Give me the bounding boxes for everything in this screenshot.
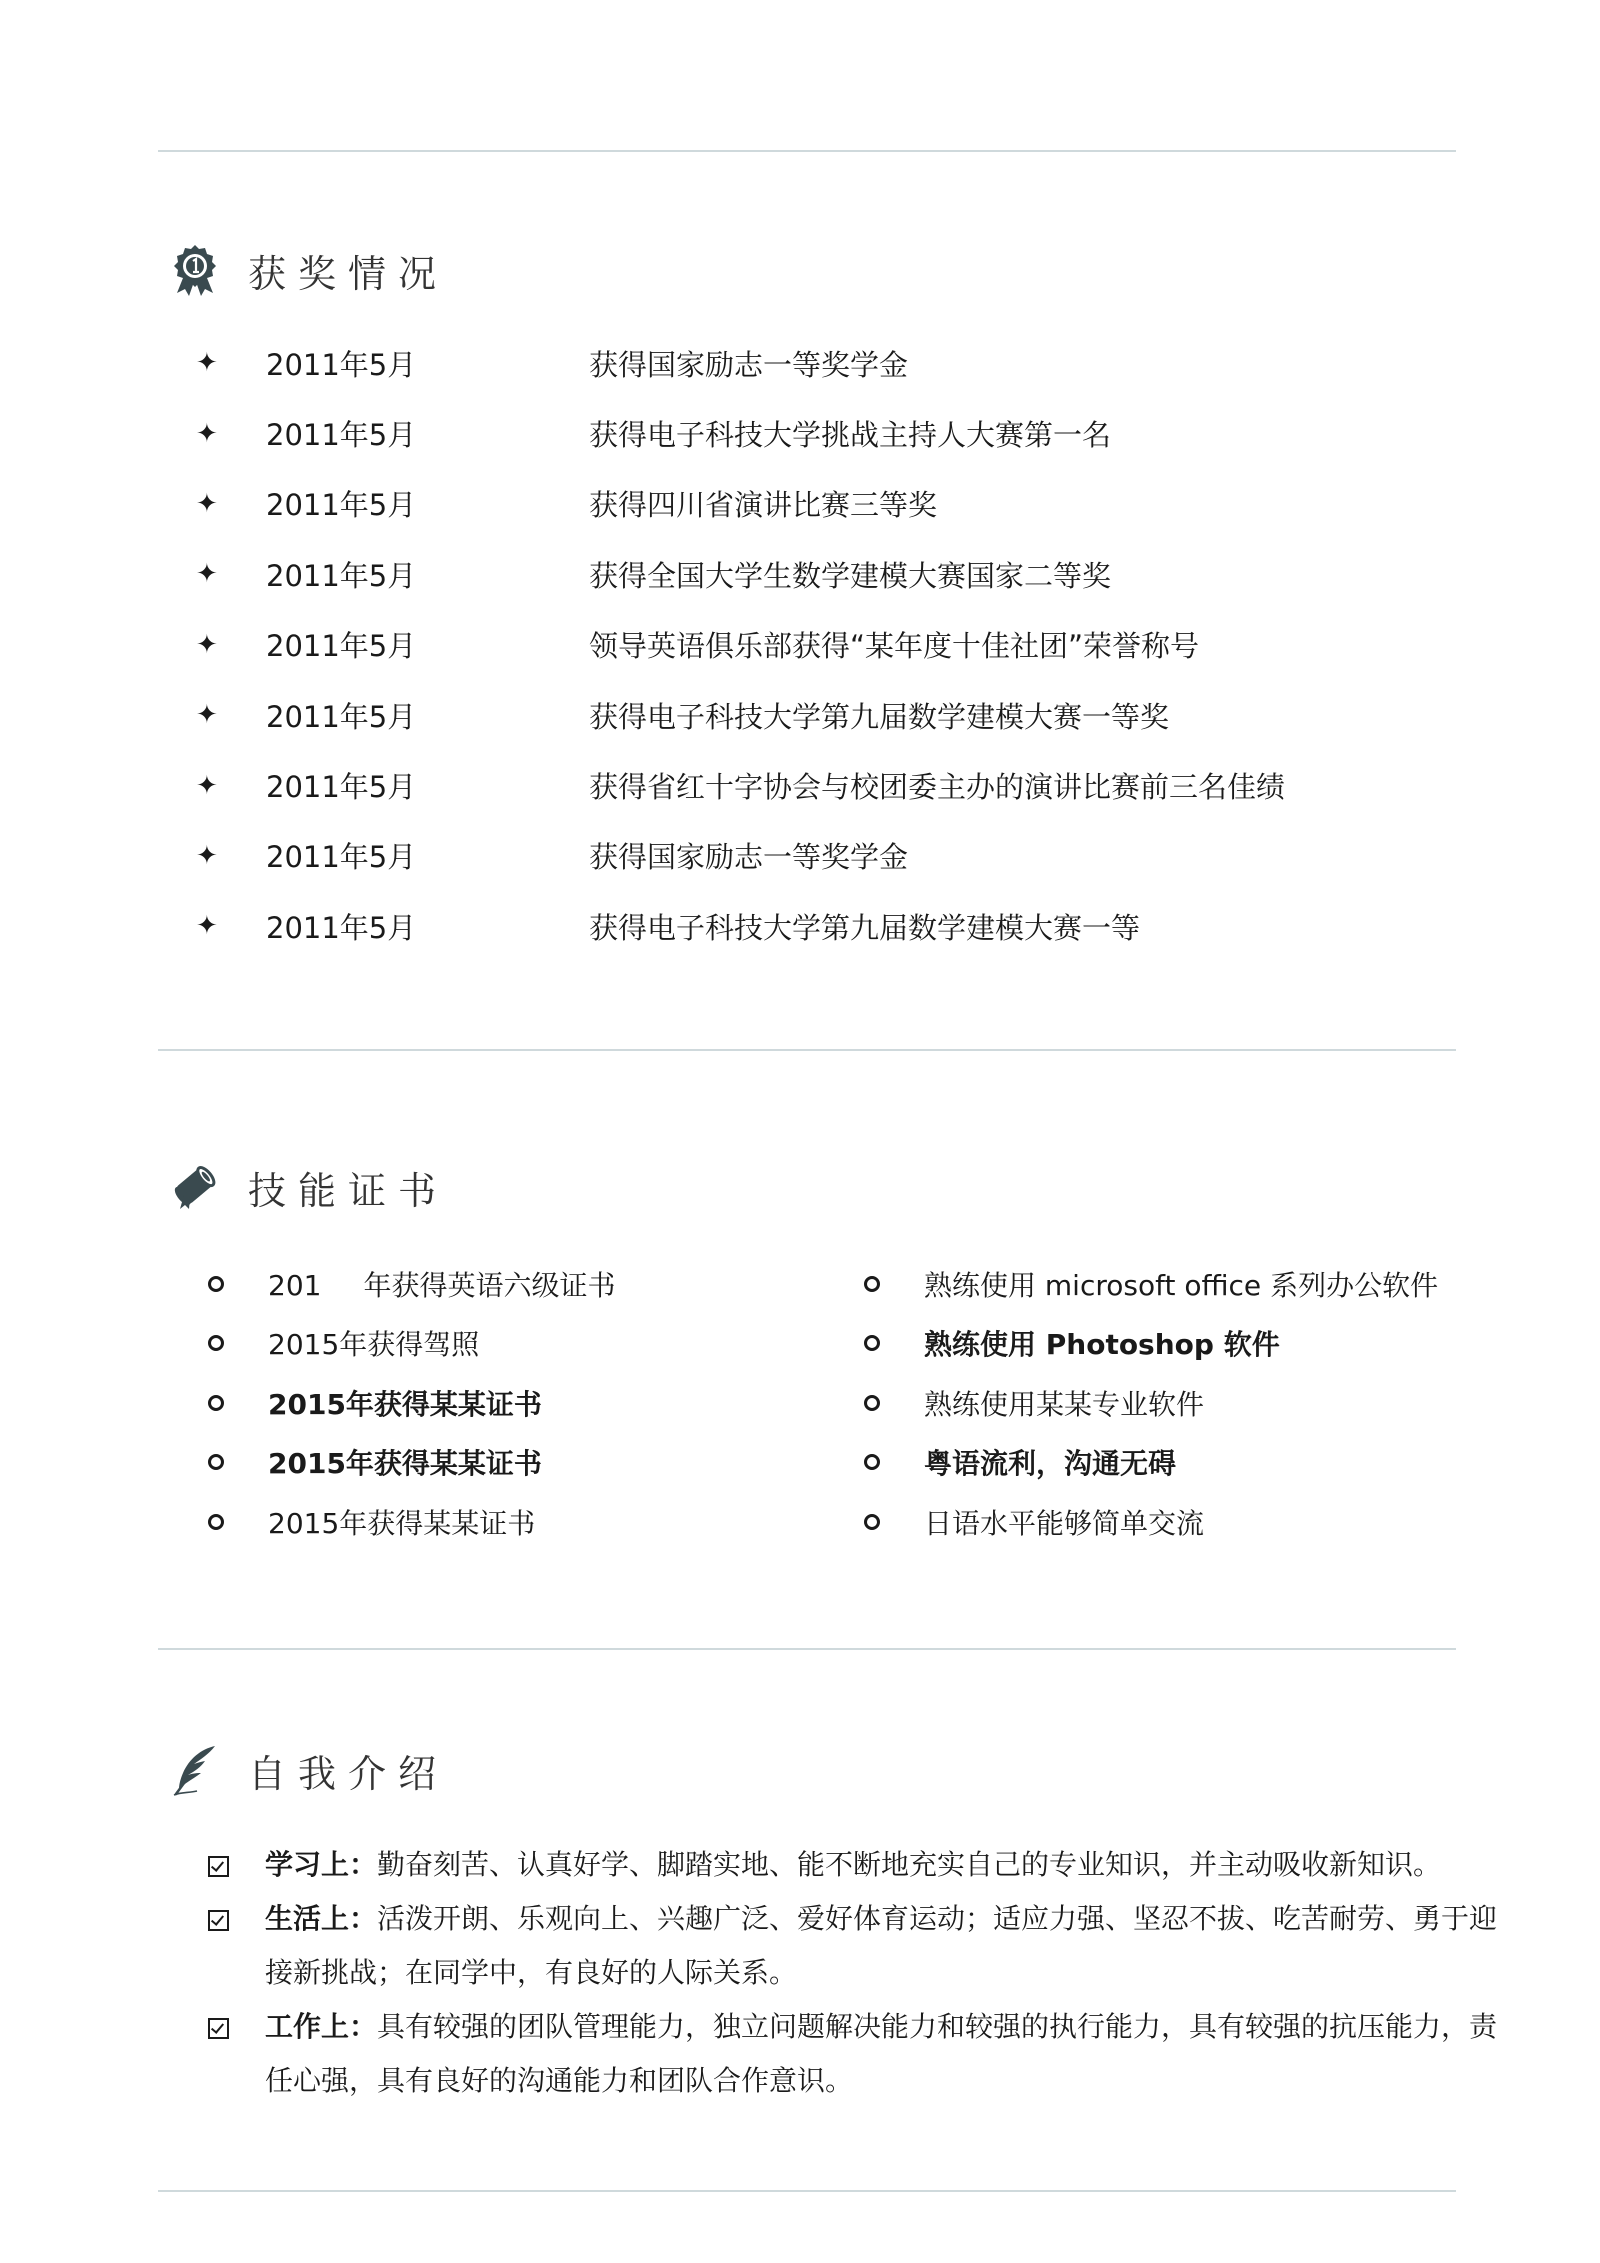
checkbox-checked-icon xyxy=(208,2018,229,2039)
skill-item xyxy=(864,1314,1438,1374)
intro-list xyxy=(208,1838,1508,2108)
intro-header xyxy=(170,1740,448,1800)
intro-body xyxy=(265,2000,1508,2108)
star-bullet-icon: ✦ xyxy=(196,559,218,590)
award-date: 2011年5月 xyxy=(266,558,417,593)
award-date: 2011年5月 xyxy=(266,840,417,875)
award-text: 获得全国大学生数学建模大赛国家二等奖 xyxy=(589,558,1112,593)
intro-text: 具有较强的团队管理能力，独立问题解决能力和较强的执行能力，具有较强的抗压能力，责任心强，具有良好的沟通能力和团队合作意识。 xyxy=(265,2010,1498,2097)
star-bullet-icon: ✦ xyxy=(196,770,218,801)
divider-skills-intro xyxy=(158,1648,1456,1650)
ring-bullet-icon xyxy=(864,1395,880,1411)
award-date: 2011年5月 xyxy=(266,699,417,734)
skills-column-right xyxy=(864,1254,1438,1552)
skill-item xyxy=(864,1373,1438,1433)
ring-bullet-icon xyxy=(208,1395,224,1411)
awards-list xyxy=(196,328,1446,962)
award-medal-icon xyxy=(170,242,220,298)
award-text: 获得国家励志一等奖学金 xyxy=(589,347,909,382)
award-text: 领导英语俱乐部获得“某年度十佳社团”荣誉称号 xyxy=(589,629,1200,664)
skills-title: 技能证书 xyxy=(248,1168,449,1213)
divider-top xyxy=(158,150,1456,152)
intro-text: 活泼开朗、乐观向上、兴趣广泛、爱好体育运动；适应力强、坚忍不拔、吃苦耐劳、勇于迎接新挑战；在同学中，有良好的人际关系。 xyxy=(265,1902,1498,1989)
skill-text: 2015年获得某某证书 xyxy=(268,1506,536,1540)
award-text: 获得电子科技大学第九届数学建模大赛一等 xyxy=(589,910,1141,945)
checkbox-checked-icon xyxy=(208,1856,229,1877)
ring-bullet-icon xyxy=(208,1335,224,1351)
feather-pen-icon xyxy=(170,1742,220,1798)
star-bullet-icon: ✦ xyxy=(196,911,218,942)
star-bullet-icon: ✦ xyxy=(196,629,218,660)
skill-item xyxy=(208,1314,615,1374)
intro-label: 学习上： xyxy=(265,1848,378,1881)
award-row xyxy=(196,398,1446,468)
award-row xyxy=(196,539,1446,609)
award-date: 2011年5月 xyxy=(266,347,417,382)
intro-text: 勤奋刻苦、认真好学、脚踏实地、能不断地充实自己的专业知识，并主动吸收新知识。 xyxy=(377,1848,1442,1881)
skill-item xyxy=(208,1373,615,1433)
award-row xyxy=(196,680,1446,750)
intro-item xyxy=(208,1892,1508,2000)
award-text: 获得四川省演讲比赛三等奖 xyxy=(589,488,938,523)
checkbox-checked-icon xyxy=(208,1910,229,1931)
awards-header xyxy=(170,240,448,300)
award-date: 2011年5月 xyxy=(266,418,417,453)
skill-text xyxy=(268,1264,615,1304)
star-bullet-icon: ✦ xyxy=(196,840,218,871)
award-row xyxy=(196,469,1446,539)
award-row xyxy=(196,610,1446,680)
skill-text: 熟练使用 microsoft office 系列办公软件 xyxy=(924,1268,1439,1302)
skill-text: 2015年获得某某证书 xyxy=(268,1447,542,1481)
skill-item xyxy=(208,1254,615,1314)
ring-bullet-icon xyxy=(208,1276,224,1292)
certificate-scroll-icon xyxy=(170,1159,220,1215)
skills-header xyxy=(170,1157,448,1217)
intro-item xyxy=(208,2000,1508,2108)
skill-text: 熟练使用某某专业软件 xyxy=(924,1387,1205,1421)
award-text: 获得电子科技大学第九届数学建模大赛一等奖 xyxy=(589,699,1170,734)
award-text: 获得国家励志一等奖学金 xyxy=(589,840,909,875)
award-row xyxy=(196,821,1446,891)
intro-body xyxy=(265,1892,1508,2000)
award-row xyxy=(196,750,1446,820)
divider-awards-skills xyxy=(158,1049,1456,1051)
skill-text: 熟练使用 Photoshop 软件 xyxy=(924,1328,1280,1362)
skill-item xyxy=(208,1492,615,1552)
skill-text-part: 年获得英语六级证书 xyxy=(363,1268,616,1302)
ring-bullet-icon xyxy=(208,1514,224,1530)
award-row xyxy=(196,328,1446,398)
intro-label: 生活上： xyxy=(265,1902,378,1935)
skill-text: 日语水平能够简单交流 xyxy=(924,1506,1205,1540)
award-date: 2011年5月 xyxy=(266,629,417,664)
award-text: 获得电子科技大学挑战主持人大赛第一名 xyxy=(589,418,1112,453)
ring-bullet-icon xyxy=(864,1335,880,1351)
star-bullet-icon: ✦ xyxy=(196,700,218,731)
star-bullet-icon: ✦ xyxy=(196,418,218,449)
intro-label: 工作上： xyxy=(265,2010,378,2043)
skill-text: 粤语流利，沟通无碍 xyxy=(924,1447,1177,1481)
skill-text: 2015年获得驾照 xyxy=(268,1328,480,1362)
divider-bottom xyxy=(158,2190,1456,2192)
award-text: 获得省红十字协会与校团委主办的演讲比赛前三名佳绩 xyxy=(589,770,1286,805)
intro-body xyxy=(265,1838,1508,1892)
awards-title: 获奖情况 xyxy=(248,251,449,296)
star-bullet-icon: ✦ xyxy=(196,348,218,379)
skill-item xyxy=(864,1254,1438,1314)
skills-column-left xyxy=(208,1254,615,1552)
skill-text-part: 201 xyxy=(268,1268,322,1302)
ring-bullet-icon xyxy=(208,1454,224,1470)
award-date: 2011年5月 xyxy=(266,770,417,805)
skill-item xyxy=(864,1433,1438,1493)
skill-item xyxy=(208,1433,615,1493)
award-date: 2011年5月 xyxy=(266,910,417,945)
intro-title: 自我介绍 xyxy=(248,1751,449,1796)
ring-bullet-icon xyxy=(864,1514,880,1530)
award-row xyxy=(196,891,1446,961)
ring-bullet-icon xyxy=(864,1276,880,1292)
award-date: 2011年5月 xyxy=(266,488,417,523)
skill-item xyxy=(864,1492,1438,1552)
intro-item xyxy=(208,1838,1508,1892)
star-bullet-icon: ✦ xyxy=(196,488,218,519)
ring-bullet-icon xyxy=(864,1454,880,1470)
skill-text: 2015年获得某某证书 xyxy=(268,1387,542,1421)
